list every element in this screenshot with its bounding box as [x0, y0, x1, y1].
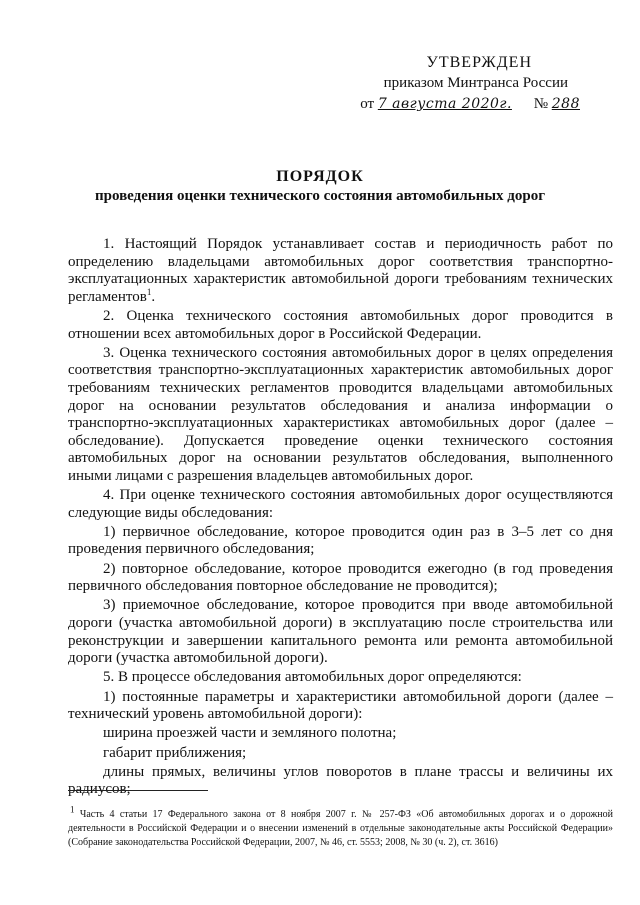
paragraph-5-item-1a: ширина проезжей части и земляного полотна;: [103, 725, 397, 742]
approval-heading: УТВЕРЖДЕН: [426, 54, 532, 71]
footnote: [68, 804, 613, 850]
paragraph-5-item-1b: габарит приближения;: [103, 744, 247, 761]
paragraph-4-item-1: 1) первичное обследование, которое проводится один раз в 3–5 лет со дня проведения первичного обследования;: [68, 523, 613, 558]
approval-number-handwritten: 288: [551, 96, 580, 112]
footnote-text: Часть 4 статьи 17 Федерального закона от 8 ноября 2007 г. № 257-ФЗ «Об автомобильных дорогах и о дорожной деятельности в Российской Федерации и о внесении изменений в отдельные законодательные акты Российской Федерации» (Собрание законодательства Российской Федерации, 2007, № 46, ст. 5553; 2008, № 30 (ч. 2), ст. 3616): [68, 809, 613, 848]
document-title: ПОРЯДОК: [276, 168, 364, 185]
footnote-mark: 1: [70, 804, 75, 815]
paragraph-1-text: 1. Настоящий Порядок устанавливает состав и периодичность работ по определению владельцами автомобильных дорог соответствия транспортно-эксплуатационных характеристик автомобильной дороги требованиям технических регламентов: [68, 236, 613, 305]
paragraph-2: 2. Оценка технического состояния автомобильных дорог проводится в отношении всех автомобильных дорог в Российской Федерации.: [68, 307, 613, 342]
approval-order-by: приказом Минтранса России: [383, 75, 568, 91]
paragraph-4-item-3: 3) приемочное обследование, которое проводится при вводе автомобильной дороги (участка автомобильной дороги) в эксплуатацию после строительства или реконструкции и завершении капитального ремонта или ремонта автомобильной дороги (участка автомобильной дороги).: [68, 597, 613, 667]
paragraph-5: 5. В процессе обследования автомобильных дорог определяются:: [103, 669, 522, 686]
approval-dateline: [286, 94, 580, 115]
paragraph-5-item-1: 1) постоянные параметры и характеристики автомобильной дороги (далее – технический уровень автомобильной дороги):: [68, 688, 613, 723]
paragraph-1-end: .: [151, 288, 156, 305]
document-subtitle: проведения оценки технического состояния автомобильных дорог: [94, 188, 546, 204]
paragraph-1: [68, 236, 613, 306]
approval-number-label: №: [533, 96, 549, 112]
footnote-separator: [68, 790, 208, 791]
approval-date-handwritten: 7 августа 2020г.: [377, 96, 512, 112]
paragraph-3: 3. Оценка технического состояния автомобильных дорог в целях определения соответствия транспортно-эксплуатационных характеристик автомобильных дорог требованиям технических регламентов проводится владельцами автомобильных дорог на основании результатов обследования и анализа информации о транспортно-эксплуатационных характеристиках автомобильных дорог (далее – обследование). Допускается проведение оценки технического состояния автомобильных дорог на основании результатов обследования, выполненного иными лицами с разрешения владельцев автомобильных дорог.: [68, 344, 613, 484]
paragraph-4: 4. При оценке технического состояния автомобильных дорог осуществляются следующие виды обследования:: [68, 487, 613, 521]
approval-from-label: от: [360, 96, 375, 112]
document-body: [68, 236, 613, 801]
paragraph-5-item-1c: длины прямых, величины углов поворотов в плане трассы и величины их радиусов;: [68, 763, 613, 798]
paragraph-4-item-2: 2) повторное обследование, которое проводится ежегодно (в год проведения первичного обследования повторное обследование не проводится);: [68, 560, 613, 595]
footnote-reference: 1: [146, 286, 152, 297]
approval-stamp: [286, 52, 580, 115]
